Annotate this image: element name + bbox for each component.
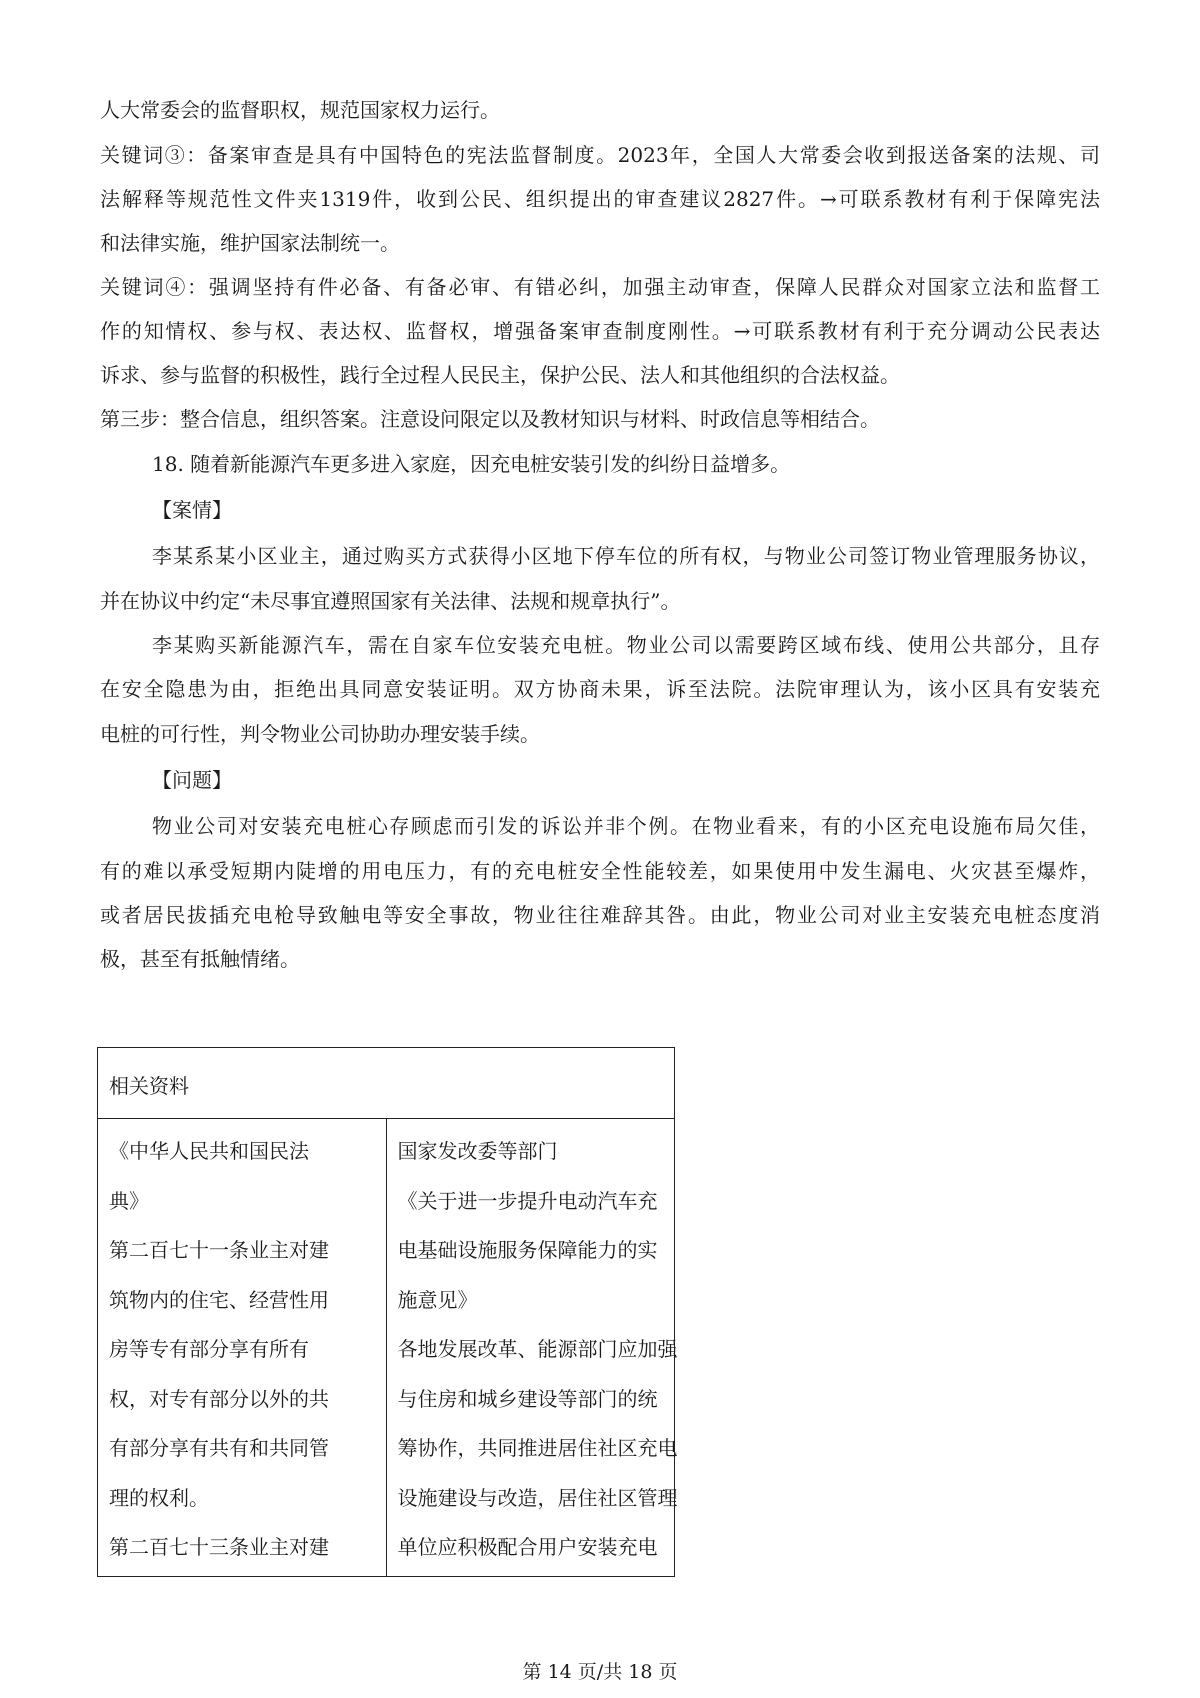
- body-line-5: 关键词④：强调坚持有件必备、有备必审、有错必纠，加强主动审查，保障人民群众对国家立法和监督工: [100, 275, 1100, 299]
- right-line: 电基础设施服务保障能力的实: [397, 1238, 658, 1262]
- ndrc-opinion-cell: [386, 1119, 678, 1577]
- right-line: 筹协作，共同推进居住社区充电: [397, 1436, 678, 1460]
- left-line: 权，对专有部分以外的共: [109, 1386, 329, 1411]
- body-line-2: 关键词③：备案审查是具有中国特色的宪法监督制度。2023年，全国人大常委会收到报送备案的法规、司: [100, 143, 1100, 167]
- problem-heading: 【问题】: [152, 768, 232, 792]
- page-footer: 第 14 页/共 18 页: [522, 1661, 678, 1683]
- case-heading: 【案情】: [152, 498, 232, 522]
- body-line-1: 人大常委会的监督职权，规范国家权力运行。: [100, 98, 500, 122]
- problem-line-3: 或者居民拔插充电枪导致触电等安全事故，物业往往难辞其咎。由此，物业公司对业主安装充电桩态度消: [100, 903, 1100, 927]
- problem-line-1: 物业公司对安装充电桩心存顾虑而引发的诉讼并非个例。在物业看来，有的小区充电设施布局欠佳，: [152, 814, 1100, 838]
- case-line-3: 李某购买新能源汽车，需在自家车位安装充电桩。物业公司以需要跨区域布线、使用公共部分，且存: [152, 633, 1100, 657]
- right-line: 《关于进一步提升电动汽车充: [397, 1188, 658, 1213]
- body-line-8: 第三步：整合信息，组织答案。注意设问限定以及教材知识与材料、时政信息等相结合。: [100, 407, 880, 431]
- reference-table: [97, 1047, 678, 1577]
- body-line-3: 法解释等规范性文件夹1319件，收到公民、组织提出的审查建议2827件。→可联系教材有利于保障宪法: [100, 187, 1100, 211]
- case-line-5: 电桩的可行性，判令物业公司协助办理安装手续。: [100, 722, 540, 746]
- right-line: 单位应积极配合用户安装充电: [397, 1535, 658, 1559]
- left-line: 有部分享有共有和共同管: [109, 1436, 329, 1460]
- right-line: 各地发展改革、能源部门应加强: [397, 1337, 678, 1361]
- case-line-1: 李某系某小区业主，通过购买方式获得小区地下停车位的所有权，与物业公司签订物业管理服务协议，: [152, 544, 1100, 568]
- left-line: 理的权利。: [109, 1485, 209, 1510]
- left-line: 《中华人民共和国民法: [109, 1139, 309, 1163]
- body-line-7: 诉求、参与监督的积极性，践行全过程人民民主，保护公民、法人和其他组织的合法权益。: [100, 363, 900, 387]
- left-line: 典》: [109, 1188, 149, 1213]
- civil-code-cell: [98, 1119, 387, 1577]
- left-line: 房等专有部分享有所有: [109, 1337, 309, 1361]
- left-line: 筑物内的住宅、经营性用: [109, 1287, 329, 1312]
- table-header: 相关资料: [98, 1048, 675, 1119]
- right-line: 国家发改委等部门: [397, 1139, 558, 1163]
- right-line: 施意见》: [397, 1287, 478, 1312]
- right-line: 设施建设与改造，居住社区管理: [397, 1485, 678, 1510]
- case-line-4: 在安全隐患为由，拒绝出具同意安装证明。双方协商未果，诉至法院。法院审理认为，该小区具有安装充: [100, 677, 1100, 701]
- right-line: 与住房和城乡建设等部门的统: [397, 1386, 658, 1411]
- question-stem: 18. 随着新能源汽车更多进入家庭，因充电桩安装引发的纠纷日益增多。: [152, 452, 791, 476]
- body-line-4: 和法律实施，维护国家法制统一。: [100, 231, 400, 255]
- body-line-6: 作的知情权、参与权、表达权、监督权，增强备案审查制度刚性。→可联系教材有利于充分调动公民表达: [100, 319, 1100, 343]
- left-line: 第二百七十三条业主对建: [109, 1535, 329, 1559]
- case-line-2: 并在协议中约定“未尽事宜遵照国家有关法律、法规和规章执行”。: [100, 589, 681, 613]
- problem-line-2: 有的难以承受短期内陡增的用电压力，有的充电桩安全性能较差，如果使用中发生漏电、火灾甚至爆炸，: [100, 859, 1100, 883]
- problem-line-4: 极，甚至有抵触情绪。: [100, 947, 300, 971]
- left-line: 第二百七十一条业主对建: [109, 1238, 329, 1262]
